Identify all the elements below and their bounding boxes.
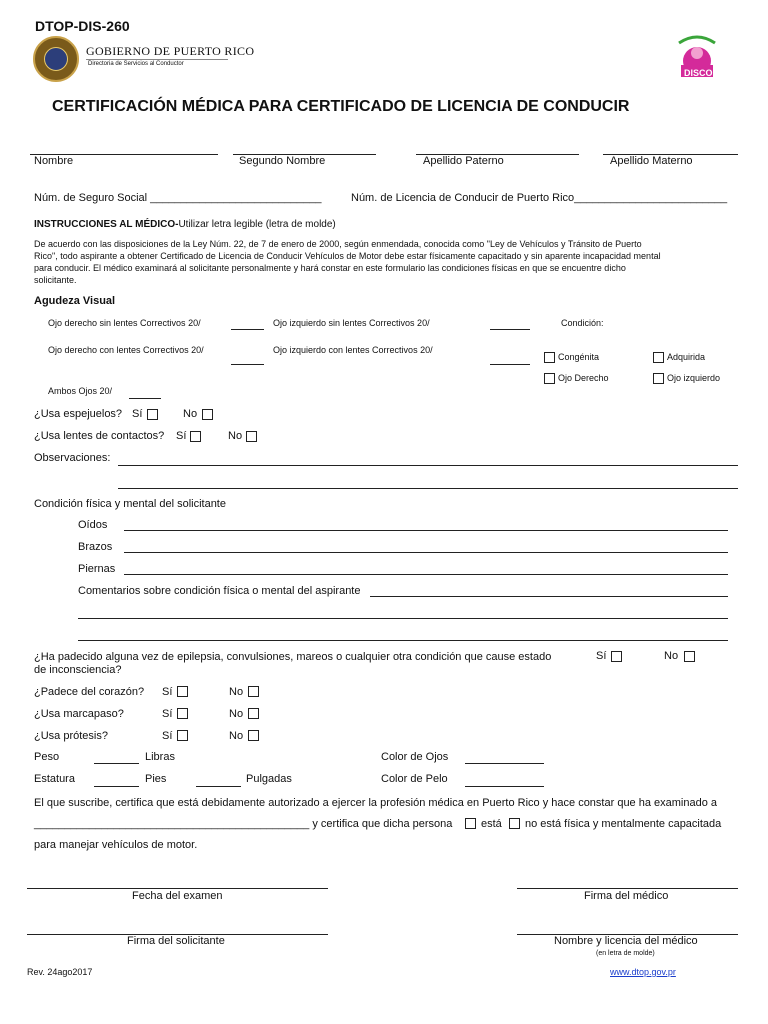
brazos-field[interactable] [124, 552, 728, 553]
epilepsia-no-checkbox[interactable] [684, 651, 695, 662]
ambos-label: Ambos Ojos 20/ [48, 386, 113, 396]
condition-heading: Condición física y mental del solicitante [34, 498, 226, 510]
corazon-si-checkbox[interactable] [177, 686, 188, 697]
espejuelos-si-checkbox[interactable] [147, 409, 158, 420]
no-esta-checkbox[interactable] [509, 818, 520, 829]
firma-solicitante-label: Firma del solicitante [127, 935, 225, 947]
condicion-label: Condición: [561, 318, 604, 328]
epilepsia-si-label: Sí [596, 650, 607, 662]
piernas-field[interactable] [124, 574, 728, 575]
pulgadas-label: Pulgadas [246, 773, 292, 785]
brazos-label: Brazos [78, 541, 113, 553]
letra-molde-note: (en letra de molde) [596, 950, 655, 957]
vision-heading: Agudeza Visual [34, 295, 116, 307]
observaciones-field[interactable] [118, 465, 738, 466]
instructions-line-2: Rico", todo aspirante a obtener Certificado de Licencia de Conducir Vehículos de Motor debe estar físicamente capacitado y sin aparente incapacidad mental [34, 251, 661, 261]
fecha-label: Fecha del examen [132, 890, 223, 902]
observaciones-label: Observaciones: [34, 452, 111, 464]
instructions-line-1: De acuerdo con las disposiciones de la Ley Núm. 22, de 7 de enero de 2000, según enmendada, conocida como "Ley de Vehículos y Tránsito de Puerto [34, 239, 642, 249]
firma-medico-field[interactable] [517, 888, 738, 889]
od-con-label: Ojo derecho con lentes Correctivos 20/ [48, 345, 204, 355]
od-sin-field[interactable] [231, 329, 264, 330]
color-ojos-field[interactable] [465, 763, 544, 764]
comentarios-field[interactable] [370, 596, 728, 597]
oidos-field[interactable] [124, 530, 728, 531]
corazon-si-label: Sí [162, 686, 173, 698]
nombre-licencia-label: Nombre y licencia del médico [554, 935, 698, 947]
epilepsia-si-checkbox[interactable] [611, 651, 622, 662]
piernas-label: Piernas [78, 563, 116, 575]
epilepsia-no-label: No [664, 650, 679, 662]
pies-label: Pies [145, 773, 167, 785]
segundo-nombre-label: Segundo Nombre [239, 155, 326, 167]
esta-label: está [481, 818, 502, 830]
color-pelo-label: Color de Pelo [381, 773, 448, 785]
oi-sin-label: Ojo izquierdo sin lentes Correctivos 20/ [273, 318, 430, 328]
ojo-izquierdo-checkbox[interactable] [653, 373, 664, 384]
espejuelos-si-label: Sí [132, 408, 143, 420]
corazon-no-checkbox[interactable] [248, 686, 259, 697]
comentarios-field-2[interactable] [78, 618, 728, 619]
corazon-no-label: No [229, 686, 244, 698]
ojo-izquierdo-label: Ojo izquierdo [667, 373, 721, 383]
marcapaso-no-label: No [229, 708, 244, 720]
instructions-line-3: para conducir. El médico examinará al solicitante personalmente y hará constar en este formulario las condiciones físicas en que se encuentre dicho [34, 263, 626, 273]
oi-con-field[interactable] [490, 364, 530, 365]
certify-line-2: _____________________________________________ y certifica que dicha persona [34, 818, 453, 830]
disco-text: DISCO [684, 68, 713, 78]
congenita-checkbox[interactable] [544, 352, 555, 363]
adquirida-checkbox[interactable] [653, 352, 664, 363]
adquirida-label: Adquirida [667, 352, 706, 362]
esta-checkbox[interactable] [465, 818, 476, 829]
estatura-pulgadas-field[interactable] [196, 786, 241, 787]
estatura-label: Estatura [34, 773, 75, 785]
peso-label: Peso [34, 751, 60, 763]
contactos-si-checkbox[interactable] [190, 431, 201, 442]
espejuelos-no-checkbox[interactable] [202, 409, 213, 420]
gov-sub: Directoria de Servicios al Conductor [88, 61, 184, 67]
marcapaso-si-label: Sí [162, 708, 173, 720]
page-title: CERTIFICACIÓN MÉDICA PARA CERTIFICADO DE LICENCIA DE CONDUCIR [52, 98, 630, 115]
protesis-si-checkbox[interactable] [177, 730, 188, 741]
contactos-question: ¿Usa lentes de contactos? [34, 430, 165, 442]
corazon-question: ¿Padece del corazón? [34, 686, 145, 698]
oidos-label: Oídos [78, 519, 108, 531]
firma-medico-label: Firma del médico [584, 890, 669, 902]
color-pelo-field[interactable] [465, 786, 544, 787]
contactos-no-label: No [228, 430, 243, 442]
oi-con-label: Ojo izquierdo con lentes Correctivos 20/ [273, 345, 433, 355]
peso-field[interactable] [94, 763, 139, 764]
espejuelos-question: ¿Usa espejuelos? [34, 408, 123, 420]
observaciones-field-2[interactable] [118, 488, 738, 489]
libras-label: Libras [145, 751, 175, 763]
protesis-si-label: Sí [162, 730, 173, 742]
no-esta-label: no está física y mentalmente capacitada [525, 818, 722, 830]
contactos-si-label: Sí [176, 430, 187, 442]
instructions-note: Utilizar letra legible (letra de molde) [178, 219, 336, 230]
color-ojos-label: Color de Ojos [381, 751, 449, 763]
marcapaso-si-checkbox[interactable] [177, 708, 188, 719]
certify-line-3: para manejar vehículos de motor. [34, 839, 198, 851]
protesis-no-label: No [229, 730, 244, 742]
protesis-no-checkbox[interactable] [248, 730, 259, 741]
fecha-field[interactable] [27, 888, 328, 889]
dtop-website-link[interactable]: www.dtop.gov.pr [610, 967, 676, 977]
instructions-heading: INSTRUCCIONES AL MÉDICO- [34, 219, 179, 230]
epilepsia-question-1: ¿Ha padecido alguna vez de epilepsia, convulsiones, mareos o cualquier otra condición que cause estado [34, 651, 552, 663]
ambos-field[interactable] [129, 398, 161, 399]
comentarios-label: Comentarios sobre condición física o mental del aspirante [78, 585, 361, 597]
apellido-materno-label: Apellido Materno [610, 155, 693, 167]
apellido-paterno-label: Apellido Paterno [423, 155, 504, 167]
espejuelos-no-label: No [183, 408, 198, 420]
epilepsia-question-2: de inconsciencia? [34, 664, 122, 676]
gov-name: GOBIERNO DE PUERTO RICO [86, 44, 255, 58]
ssn-field[interactable]: Núm. de Seguro Social ____________________________ [34, 192, 322, 204]
form-code: DTOP-DIS-260 [35, 18, 130, 34]
comentarios-field-3[interactable] [78, 640, 728, 641]
od-sin-label: Ojo derecho sin lentes Correctivos 20/ [48, 318, 201, 328]
marcapaso-no-checkbox[interactable] [248, 708, 259, 719]
revision-label: Rev. 24ago2017 [27, 967, 93, 977]
estatura-pies-field[interactable] [94, 786, 139, 787]
license-field[interactable]: Núm. de Licencia de Conducir de Puerto Rico_________________________ [351, 192, 728, 204]
ojo-derecho-label: Ojo Derecho [558, 373, 609, 383]
contactos-no-checkbox[interactable] [246, 431, 257, 442]
oi-sin-field[interactable] [490, 329, 530, 330]
marcapaso-question: ¿Usa marcapaso? [34, 708, 124, 720]
protesis-question: ¿Usa prótesis? [34, 730, 108, 742]
puerto-rico-seal-icon [33, 36, 79, 82]
od-con-field[interactable] [231, 364, 264, 365]
certify-line-1: El que suscribe, certifica que está debidamente autorizado a ejercer la profesión médica en Puerto Rico y hace constar que ha examinado a [34, 797, 718, 809]
nombre-label: Nombre [34, 155, 74, 167]
instructions-line-4: solicitante. [34, 275, 77, 285]
ojo-derecho-checkbox[interactable] [544, 373, 555, 384]
congenita-label: Congénita [558, 352, 600, 362]
